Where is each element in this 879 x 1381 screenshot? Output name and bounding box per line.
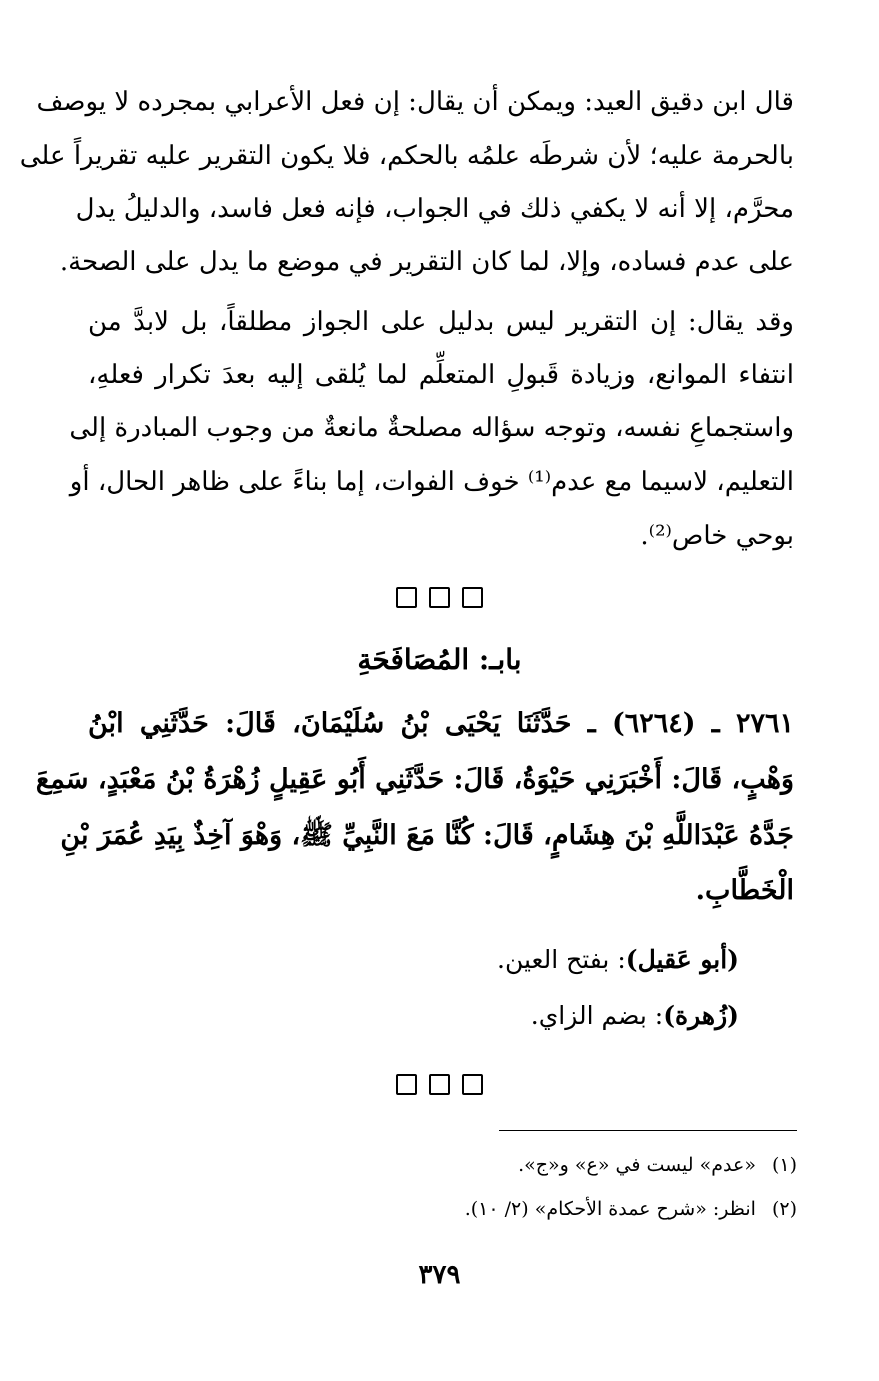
footnote-number: (٢) xyxy=(771,1198,797,1220)
text-line: بالحرمة عليه؛ لأن شرطَه علمُه بالحكم، فلا يكون التقرير عليه تقريراً على xyxy=(19,141,794,171)
square-ornament-icon xyxy=(396,587,417,608)
square-ornament-icon xyxy=(429,587,450,608)
footnote-text: «عدم» ليست في «ع» و«ج». xyxy=(518,1154,756,1176)
text-line: قال ابن دقيق العيد: ويمكن أن يقال: إن فعل الأعرابي بمجرده لا يوصف xyxy=(36,87,794,117)
text-line: ٢٧٦١ ـ (٦٢٦٤) ـ حَدَّثَنَا يَحْيَى بْنُ سُلَيْمَانَ، قَالَ: حَدَّثَنِي ابْنُ xyxy=(88,708,794,739)
gloss-entry xyxy=(497,940,739,980)
gloss-entry xyxy=(531,996,739,1036)
text-line: انتفاء الموانع، وزيادة قَبولِ المتعلِّم لما يُلقى إليه بعدَ تكرار فعلهِ، xyxy=(88,360,794,390)
text-line: التعليم، لاسيما مع عدم⁽¹⁾ خوف الفوات، إما بناءً على ظاهر الحال، أو xyxy=(69,467,794,497)
gloss-explanation: : بضم الزاي. xyxy=(530,1001,664,1030)
footnote-separator xyxy=(499,1130,797,1131)
square-ornament-icon xyxy=(462,1074,483,1095)
text-line: واستجماعِ نفسه، وتوجه سؤاله مصلحةٌ مانعةٌ من وجوب المبادرة إلى xyxy=(69,413,794,443)
square-ornament-icon xyxy=(429,1074,450,1095)
text-line: وَهْبٍ، قَالَ: أَخْبَرَنِي حَيْوَةُ، قَالَ: حَدَّثَنِي أَبُو عَقِيلٍ زُهْرَةُ بْنُ مَعْبَدٍ، سَمِعَ xyxy=(35,764,794,795)
page-number: ٣٧٩ xyxy=(418,1260,461,1290)
footnote-number: (١) xyxy=(771,1154,797,1176)
text-line: على عدم فساده، وإلا، لما كان التقرير في موضع ما يدل على الصحة. xyxy=(59,247,794,277)
section-divider-ornament xyxy=(0,1074,879,1095)
text-line: الْخَطَّابِ. xyxy=(695,875,794,906)
square-ornament-icon xyxy=(396,1074,417,1095)
footnote-text: انظر: «شرح عمدة الأحكام» (٢/ ١٠). xyxy=(464,1198,756,1220)
text-line: بوحي خاص⁽²⁾. xyxy=(640,521,794,551)
section-divider-ornament xyxy=(0,587,879,608)
text-line: جَدَّهُ عَبْدَاللَّهِ بْنَ هِشَامٍ، قَالَ: كُنَّا مَعَ النَّبِيِّ ﷺ، وَهْوَ آخِذٌ بِيَدِ عُمَرَ بْنِ xyxy=(60,820,794,851)
text-line: وقد يقال: إن التقرير ليس بدليل على الجواز مطلقاً، بل لابدَّ من xyxy=(88,307,794,337)
gloss-term: (أبو عَقيل) xyxy=(625,945,739,974)
gloss-term: (زُهرة) xyxy=(663,1001,739,1030)
gloss-explanation: : بفتح العين. xyxy=(497,945,626,974)
square-ornament-icon xyxy=(462,587,483,608)
footnote xyxy=(518,1150,797,1180)
footnote xyxy=(465,1194,797,1224)
text-line: محرَّم، إلا أنه لا يكفي ذلك في الجواب، فإنه فعل فاسد، والدليلُ يدل xyxy=(75,194,794,224)
chapter-heading: بابـ: المُصَافَحَةِ xyxy=(357,643,522,676)
